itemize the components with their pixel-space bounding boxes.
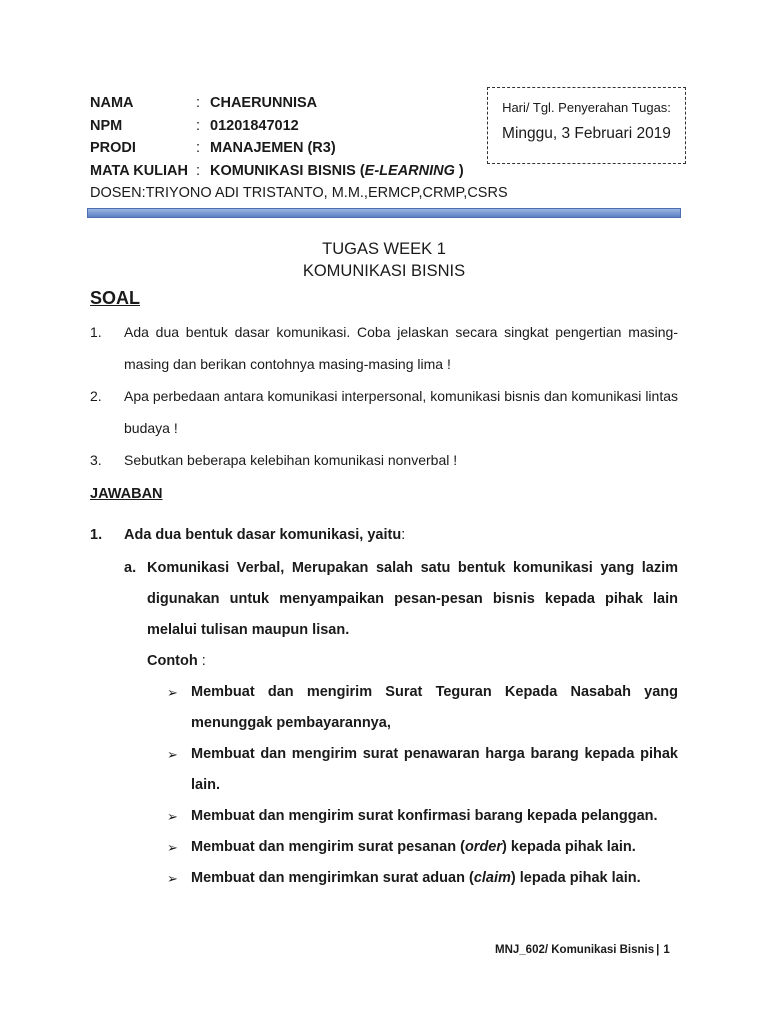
submission-date-box bbox=[487, 87, 686, 164]
question-number: 3. bbox=[90, 452, 102, 468]
page-footer bbox=[495, 944, 670, 956]
answer-sub-item bbox=[124, 553, 678, 646]
identity-value: CHAERUNNISA bbox=[210, 95, 318, 112]
answer-intro bbox=[90, 520, 678, 550]
assignment-subtitle: KOMUNIKASI BISNIS bbox=[302, 262, 466, 280]
identity-value: TRIYONO ADI TRISTANTO, M.M.,ERMCP,CRMP,CSRS bbox=[145, 185, 508, 202]
footer-course: MNJ_602/ Komunikasi Bisnis bbox=[495, 944, 655, 956]
assignment-title: TUGAS WEEK 1 bbox=[322, 240, 446, 258]
example-text-tail: ) kepada pihak lain. bbox=[502, 839, 636, 855]
identity-row-nama bbox=[90, 92, 490, 115]
question-item bbox=[90, 316, 678, 380]
question-number: 2. bbox=[90, 388, 102, 404]
identity-colon: : bbox=[196, 162, 201, 179]
identity-row-mata-kuliah bbox=[90, 160, 490, 183]
arrow-bullet-icon: ➢ bbox=[167, 809, 178, 824]
identity-value: MANAJEMEN (R3) bbox=[210, 140, 336, 157]
identity-colon: : bbox=[141, 185, 146, 202]
example-item bbox=[167, 801, 678, 832]
page-number: 1 bbox=[663, 944, 670, 956]
identity-label: MATA KULIAH bbox=[90, 162, 188, 179]
example-text-tail: ) lepada pihak lain. bbox=[510, 870, 641, 886]
identity-value: 01201847012 bbox=[210, 117, 299, 134]
soal-heading: SOAL bbox=[90, 288, 141, 308]
identity-row-dosen bbox=[90, 182, 508, 205]
identity-value bbox=[210, 163, 464, 179]
example-text: Membuat dan mengirim surat konfirmasi barang kepada pelanggan. bbox=[191, 808, 658, 824]
example-item bbox=[167, 677, 678, 739]
arrow-bullet-icon: ➢ bbox=[167, 685, 178, 700]
course-mode: E-LEARNING bbox=[364, 162, 455, 179]
question-item bbox=[90, 444, 678, 476]
example-item bbox=[167, 832, 678, 863]
answer-number: 1. bbox=[90, 527, 103, 543]
identity-colon: : bbox=[196, 95, 201, 112]
question-item bbox=[90, 380, 678, 444]
contoh-label: Contoh bbox=[147, 653, 198, 669]
header-divider bbox=[87, 208, 681, 218]
examples-list bbox=[90, 677, 678, 894]
example-term: order bbox=[464, 839, 503, 855]
submission-label: Hari/ Tgl. Penyerahan Tugas: bbox=[502, 100, 671, 115]
question-text: Ada dua bentuk dasar komunikasi. Coba jelaskan secara singkat pengertian masing-masing dan berikan contohnya masing-masing lima ! bbox=[124, 324, 678, 372]
question-text: Apa perbedaan antara komunikasi interpersonal, komunikasi bisnis dan komunikasi lintas budaya ! bbox=[124, 388, 678, 436]
contoh-colon: : bbox=[197, 653, 206, 669]
answer-block bbox=[90, 520, 678, 894]
example-text: Membuat dan mengirim surat penawaran harga barang kepada pihak lain. bbox=[191, 746, 678, 793]
arrow-bullet-icon: ➢ bbox=[167, 871, 178, 886]
answer-intro-text: Ada dua bentuk dasar komunikasi, yaitu bbox=[124, 527, 402, 543]
identity-row-npm bbox=[90, 115, 490, 138]
identity-label: DOSEN bbox=[90, 185, 142, 202]
sub-item-text: Komunikasi Verbal, Merupakan salah satu bentuk komunikasi yang lazim digunakan untuk menyampaikan pesan-pesan bisnis kepada pihak lain melalui tulisan maupun lisan. bbox=[147, 560, 678, 638]
identity-colon: : bbox=[196, 140, 201, 157]
example-item bbox=[167, 863, 678, 894]
identity-row-prodi bbox=[90, 137, 490, 160]
footer-separator: | bbox=[656, 944, 660, 956]
arrow-bullet-icon: ➢ bbox=[167, 747, 178, 762]
course-close: ) bbox=[454, 162, 464, 179]
course-name: KOMUNIKASI BISNIS ( bbox=[210, 162, 365, 179]
sub-item-letter: a. bbox=[124, 560, 137, 576]
identity-colon: : bbox=[196, 117, 201, 134]
question-number: 1. bbox=[90, 324, 102, 340]
arrow-bullet-icon: ➢ bbox=[167, 840, 178, 855]
identity-label: NPM bbox=[90, 117, 123, 134]
example-text: Membuat dan mengirim surat pesanan ( bbox=[191, 839, 465, 855]
question-list bbox=[90, 316, 678, 476]
example-term: claim bbox=[473, 870, 511, 886]
example-text: Membuat dan mengirim Surat Teguran Kepada Nasabah yang menunggak pembayarannya, bbox=[191, 684, 678, 731]
identity-label: PRODI bbox=[90, 140, 136, 157]
identity-block bbox=[90, 92, 508, 205]
jawaban-heading: JAWABAN bbox=[90, 486, 163, 502]
example-text: Membuat dan mengirimkan surat aduan ( bbox=[191, 870, 474, 886]
question-text: Sebutkan beberapa kelebihan komunikasi nonverbal ! bbox=[124, 452, 458, 468]
identity-label: NAMA bbox=[90, 95, 134, 112]
answer-intro-colon: : bbox=[401, 527, 406, 543]
submission-date: Minggu, 3 Februari 2019 bbox=[502, 125, 671, 142]
example-item bbox=[167, 739, 678, 801]
examples-label bbox=[90, 646, 678, 677]
